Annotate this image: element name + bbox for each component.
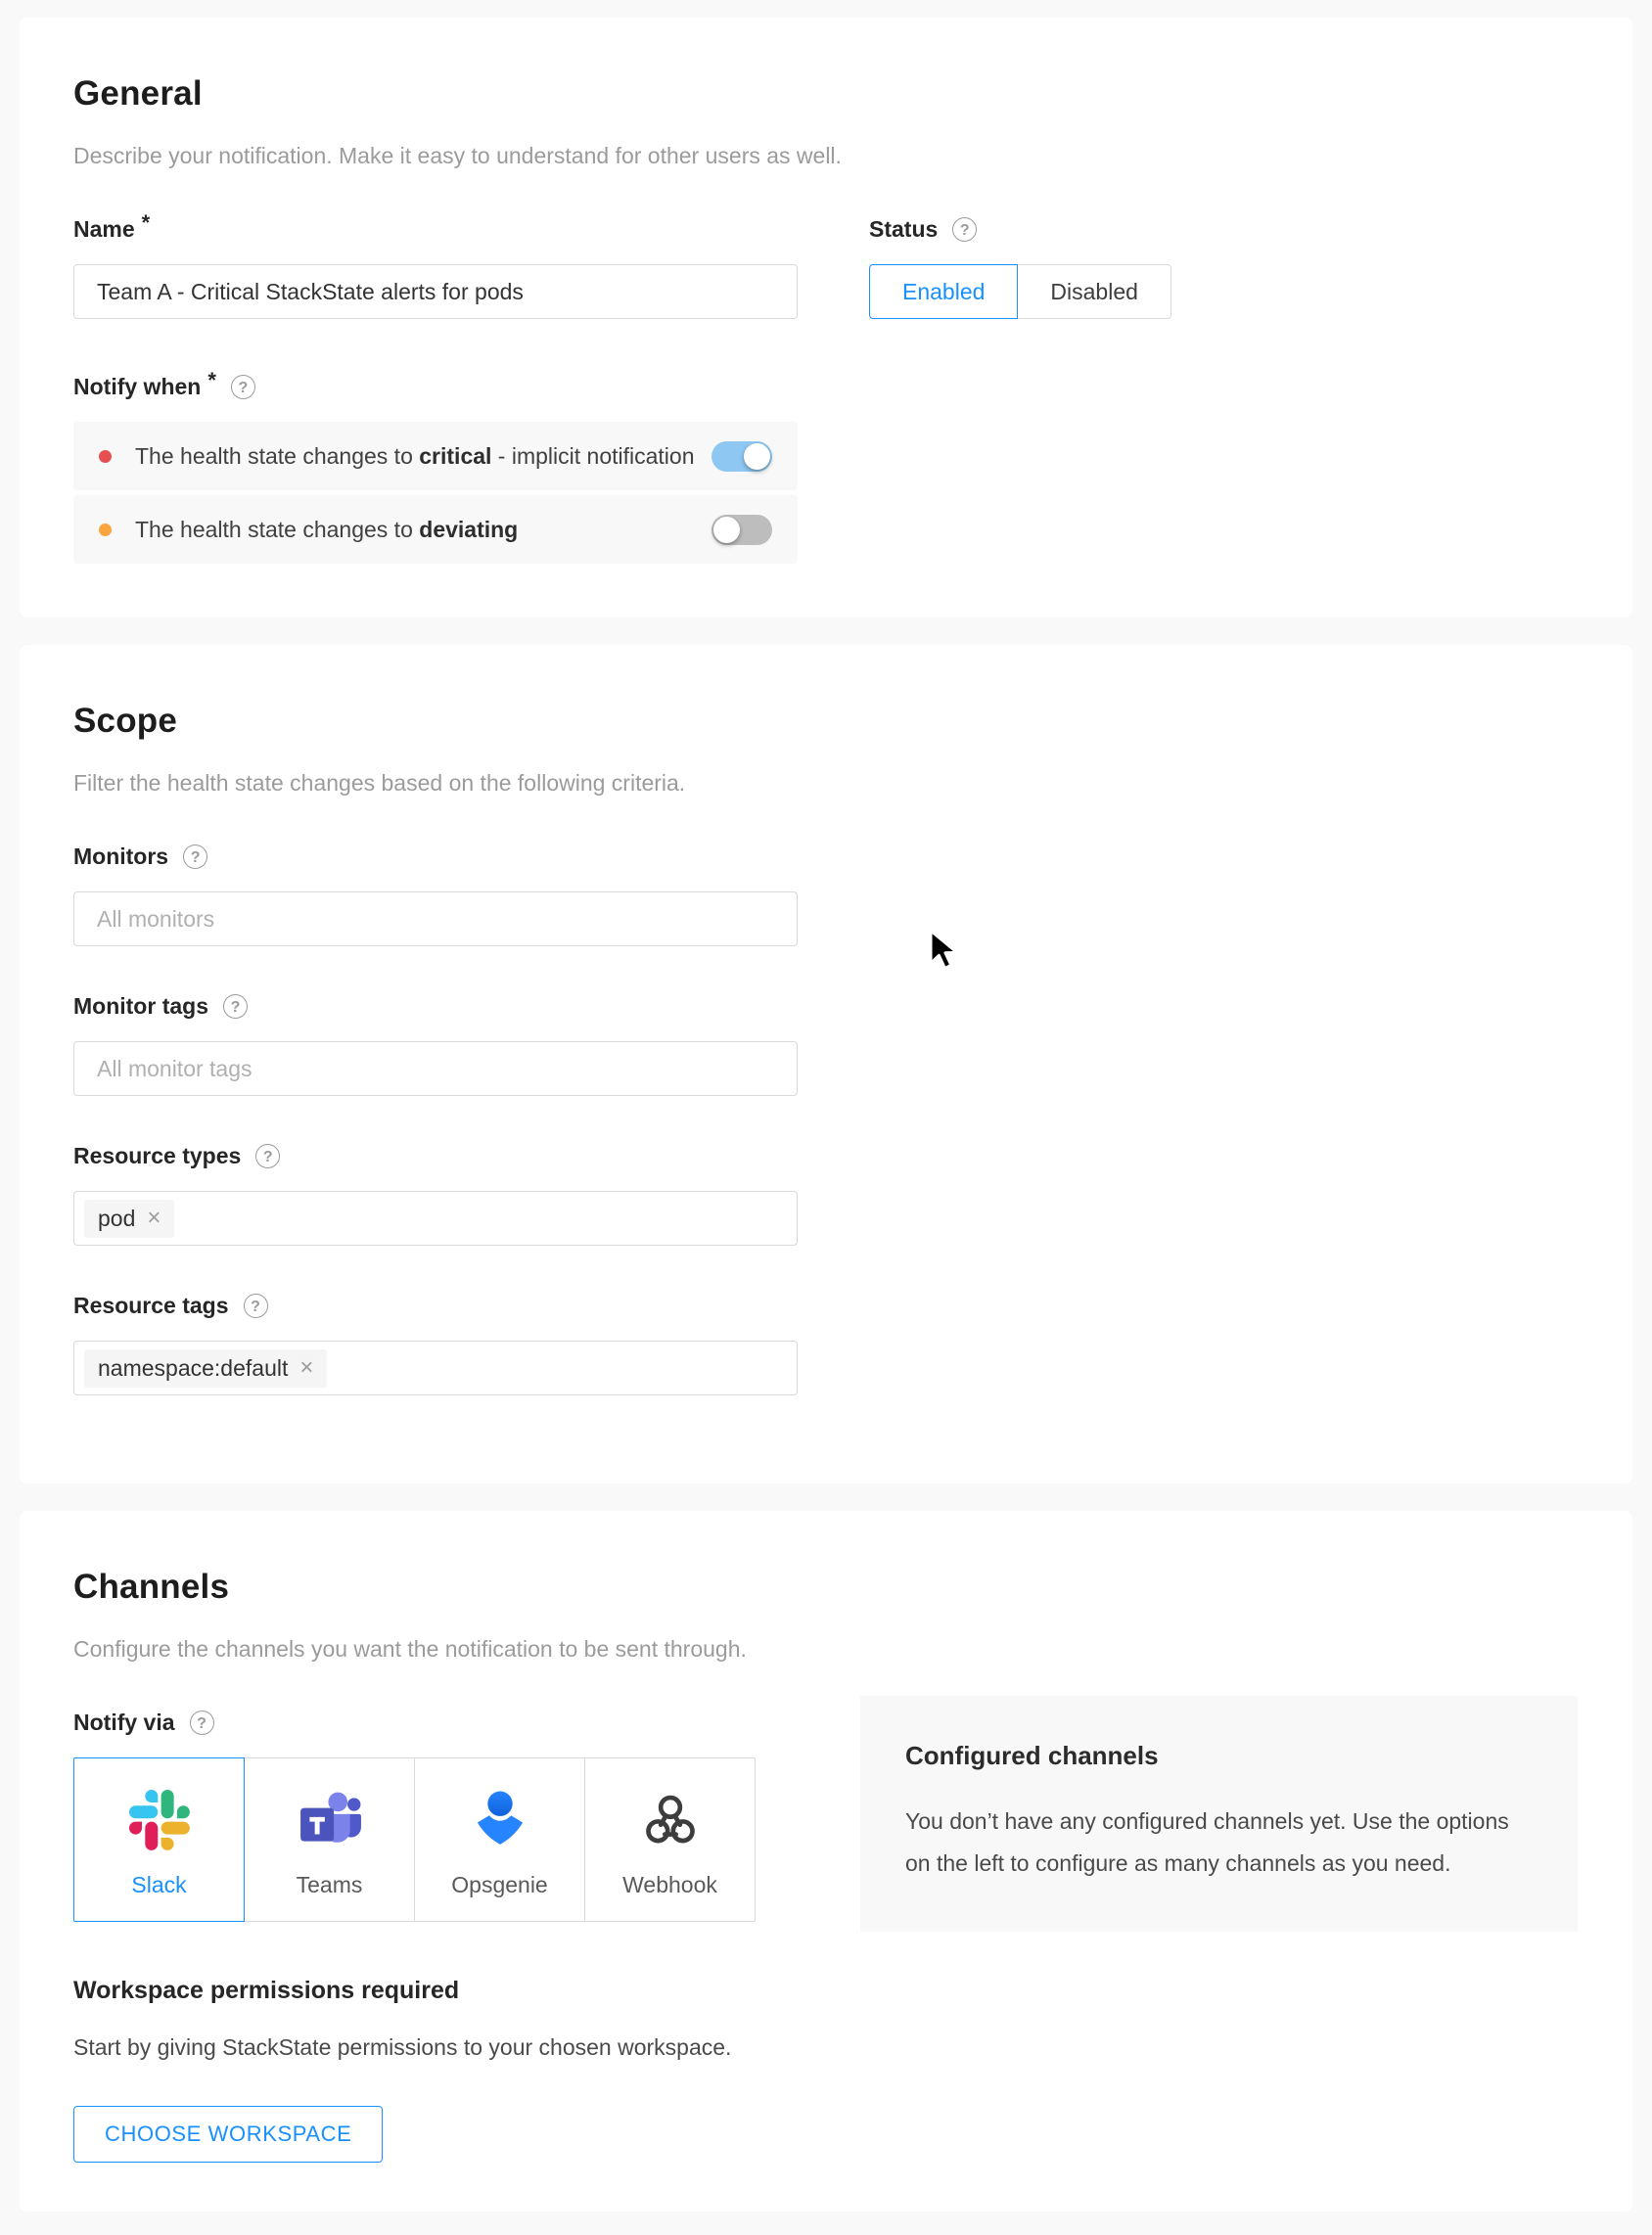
- status-enabled-button[interactable]: Enabled: [869, 264, 1018, 319]
- chip-remove-icon[interactable]: ×: [299, 1354, 314, 1381]
- channel-options: [73, 1757, 798, 1922]
- notify-rule-critical: [73, 422, 798, 490]
- workspace-permissions-text: Start by giving StackState permissions to your chosen workspace.: [73, 2034, 732, 2060]
- critical-state-dot: [99, 450, 112, 463]
- channels-section-subtitle: Configure the channels you want the notification to be sent through.: [73, 1636, 747, 1662]
- resource-tags-label: Resource tags ?: [73, 1293, 1579, 1319]
- monitors-input[interactable]: [73, 891, 798, 946]
- chip-namespace-default: namespace:default ×: [84, 1349, 327, 1388]
- status-disabled-button[interactable]: Disabled: [1017, 264, 1171, 319]
- general-section: [20, 18, 1632, 617]
- channel-tile-opsgenie[interactable]: [414, 1757, 585, 1922]
- configured-channels-text: You don’t have any configured channels yet. Use the options on the left to configure as many channels as you need.: [905, 1808, 1509, 1876]
- name-label: Name *: [73, 209, 151, 242]
- channels-section-title: Channels: [73, 1568, 230, 1606]
- deviating-toggle-off[interactable]: [711, 515, 772, 545]
- general-section-title: General: [73, 74, 203, 113]
- general-section-subtitle: Describe your notification. Make it easy to understand for other users as well.: [73, 143, 842, 168]
- resource-tags-input[interactable]: [73, 1341, 798, 1395]
- teams-icon: [298, 1782, 362, 1858]
- required-asterisk: *: [141, 209, 151, 235]
- resource-types-label: Resource types ?: [73, 1143, 1579, 1169]
- workspace-permissions-title: Workspace permissions required: [73, 1977, 460, 2004]
- webhook-icon: [641, 1782, 700, 1858]
- opsgenie-icon: [472, 1782, 528, 1858]
- rule-text: The health state changes to deviating: [135, 516, 519, 542]
- configured-channels-panel: [860, 1696, 1578, 1932]
- toggle-knob: [713, 517, 740, 543]
- chip-remove-icon[interactable]: ×: [147, 1205, 161, 1231]
- scope-section-subtitle: Filter the health state changes based on the following criteria.: [73, 770, 686, 796]
- help-icon[interactable]: ?: [952, 217, 977, 242]
- channel-tile-slack[interactable]: [73, 1757, 245, 1922]
- resource-types-input[interactable]: [73, 1191, 798, 1246]
- toggle-knob: [744, 443, 770, 470]
- notify-via-label: Notify via ?: [73, 1710, 798, 1736]
- name-input[interactable]: [73, 264, 798, 319]
- chip-pod: pod ×: [84, 1200, 174, 1238]
- help-icon[interactable]: ?: [255, 1144, 280, 1168]
- status-segmented-control: [869, 264, 1171, 319]
- channel-label: Teams: [296, 1871, 363, 1897]
- notify-rule-deviating: [73, 495, 798, 564]
- critical-toggle-on[interactable]: [711, 441, 772, 472]
- channel-label: Opsgenie: [451, 1871, 548, 1897]
- monitor-tags-input[interactable]: [73, 1041, 798, 1096]
- help-icon[interactable]: ?: [231, 375, 255, 399]
- slack-icon: [129, 1782, 190, 1858]
- rule-text: The health state changes to critical - implicit notification: [135, 442, 695, 469]
- required-asterisk: *: [207, 367, 216, 392]
- help-icon[interactable]: ?: [183, 844, 207, 869]
- status-label: Status ?: [869, 216, 1171, 243]
- scope-section: [20, 645, 1632, 1483]
- notify-when-label: Notify when * ?: [73, 374, 1579, 400]
- channels-section: [20, 1511, 1632, 2212]
- choose-workspace-button[interactable]: CHOOSE WORKSPACE: [73, 2106, 383, 2163]
- channel-label: Slack: [131, 1871, 187, 1897]
- help-icon[interactable]: ?: [244, 1294, 268, 1318]
- channel-label: Webhook: [622, 1871, 717, 1897]
- help-icon[interactable]: ?: [190, 1710, 214, 1735]
- monitor-tags-label: Monitor tags ?: [73, 993, 1579, 1020]
- help-icon[interactable]: ?: [223, 994, 248, 1019]
- channel-tile-webhook[interactable]: [584, 1757, 756, 1922]
- deviating-state-dot: [99, 524, 112, 536]
- channel-tile-teams[interactable]: [244, 1757, 415, 1922]
- scope-section-title: Scope: [73, 702, 178, 740]
- configured-channels-title: Configured channels: [905, 1741, 1159, 1770]
- monitors-label: Monitors ?: [73, 844, 1579, 870]
